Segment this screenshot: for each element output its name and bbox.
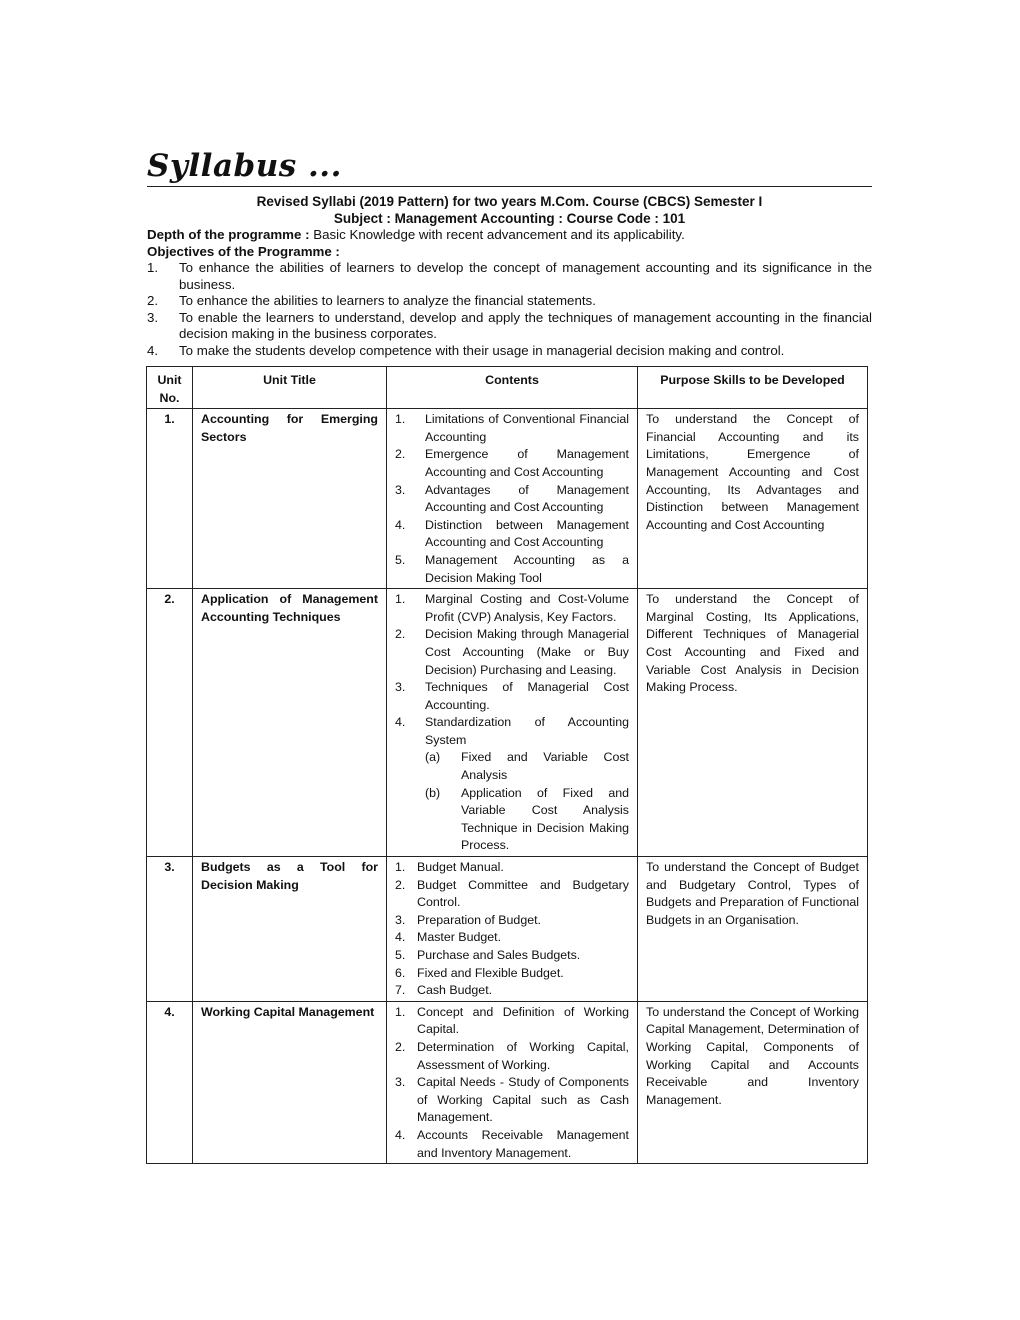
unit-contents — [387, 409, 638, 589]
content-item: 2. Determination of Working Capital, Assessment of Working. — [395, 1039, 629, 1072]
unit-title: Application of Management Accounting Techniques — [193, 589, 387, 857]
content-item: 3. Advantages of Management Accounting and Cost Accounting — [395, 482, 629, 515]
objective-item: 3. To enable the learners to understand, develop and apply the techniques of management accounting in the financial decision making in the business corporates. — [147, 309, 872, 341]
content-subitem: (a) Fixed and Variable Cost Analysis — [425, 750, 629, 783]
content-item: 1. Concept and Definition of Working Capital. — [395, 1004, 629, 1037]
revised-syllabus-line: Revised Syllabi (2019 Pattern) for two years M.Com. Course (CBCS) Semester I — [256, 194, 763, 209]
table-header-row — [147, 367, 868, 409]
content-item: 6. Fixed and Flexible Budget. — [395, 965, 564, 980]
objective-item: 1. To enhance the abilities of learners to develop the concept of management accounting and its significance in the business. — [147, 260, 872, 292]
objectives-heading: Objectives of the Programme : — [147, 243, 340, 259]
objectives-list — [147, 260, 872, 359]
content-item: 7. Cash Budget. — [395, 983, 493, 998]
depth-label: Depth of the programme : — [147, 227, 310, 242]
heading-rule — [147, 186, 872, 187]
content-item: 2. Emergence of Management Accounting and Cost Accounting — [395, 447, 629, 479]
content-item: 4. Accounts Receivable Management and Inventory Management. — [395, 1127, 629, 1160]
unit-purpose: To understand the Concept of Financial Accounting and its Limitations, Emergence of Management Accounting and Cost Accounting, Its Advantages and Distinction between Management Accounting and Cost Accounting — [638, 409, 868, 589]
content-subitem: (b) Application of Fixed and Variable Cost Analysis Technique in Decision Making Process. — [425, 785, 629, 853]
content-item: 2. Budget Committee and Budgetary Control. — [395, 877, 629, 910]
content-item: 2. Decision Making through Managerial Cost Accounting (Make or Buy Decision) Purchasing and Leasing. — [395, 627, 629, 677]
subject-line: Subject : Management Accounting : Course Code : 101 — [333, 211, 686, 226]
unit-purpose: To understand the Concept of Budget and Budgetary Control, Types of Budgets and Preparation of Functional Budgets in an Organisation. — [638, 857, 868, 1002]
depth-text: Basic Knowledge with recent advancement and its applicability. — [313, 227, 685, 242]
table-row — [147, 1001, 868, 1163]
header-unit-no: Unit No. — [147, 367, 193, 409]
content-item: 3. Capital Needs - Study of Components of Working Capital such as Cash Management. — [395, 1075, 629, 1125]
unit-purpose: To understand the Concept of Marginal Costing, Its Applications, Different Techniques of Managerial Cost Accounting and Fixed and Variable Cost Analysis in Decision Making Process. — [638, 589, 868, 857]
content-item: 1. Budget Manual. — [395, 860, 504, 875]
syllabus-table — [146, 366, 868, 1164]
content-item: 3. Techniques of Managerial Cost Accounting. — [395, 680, 629, 712]
header-contents: Contents — [387, 367, 638, 409]
objective-item: 4. To make the students develop competence with their usage in managerial decision making and control. — [147, 342, 785, 358]
content-item: 1. Marginal Costing and Cost-Volume Profit (CVP) Analysis, Key Factors. — [395, 592, 629, 624]
content-item: 4. Distinction between Management Accounting and Cost Accounting — [395, 517, 629, 550]
table-row — [147, 589, 868, 857]
unit-number: 1. — [147, 409, 193, 589]
unit-contents — [387, 1001, 638, 1163]
table-row — [147, 857, 868, 1002]
content-item: 4. Standardization of Accounting System — [395, 715, 629, 747]
content-item: 5. Purchase and Sales Budgets. — [395, 948, 581, 962]
header-purpose: Purpose Skills to be Developed — [638, 367, 868, 409]
unit-contents — [387, 857, 638, 1002]
content-item: 4. Master Budget. — [395, 930, 502, 945]
content-item: 1. Limitations of Conventional Financial Accounting — [395, 412, 629, 444]
page-heading: Syllabus ... — [147, 148, 342, 184]
unit-number: 2. — [147, 589, 193, 857]
objective-item: 2. To enhance the abilities to learners to analyze the financial statements. — [147, 293, 596, 308]
table-row — [147, 409, 868, 589]
depth-of-programme — [147, 227, 872, 244]
unit-title: Budgets as a Tool for Decision Making — [193, 857, 387, 1002]
unit-number: 4. — [147, 1001, 193, 1163]
unit-number: 3. — [147, 857, 193, 1002]
unit-title: Accounting for Emerging Sectors — [193, 409, 387, 589]
content-item: 3. Preparation of Budget. — [395, 912, 541, 927]
unit-contents — [387, 589, 638, 857]
syllabus-page — [147, 148, 872, 359]
header-unit-title: Unit Title — [193, 367, 387, 409]
unit-title: Working Capital Management — [193, 1001, 387, 1163]
unit-purpose: To understand the Concept of Working Capital Management, Determination of Working Capital, Components of Working Capital and Accounts Receivable and Inventory Management. — [638, 1001, 868, 1163]
content-item: 5. Management Accounting as a Decision Making Tool — [395, 552, 629, 585]
